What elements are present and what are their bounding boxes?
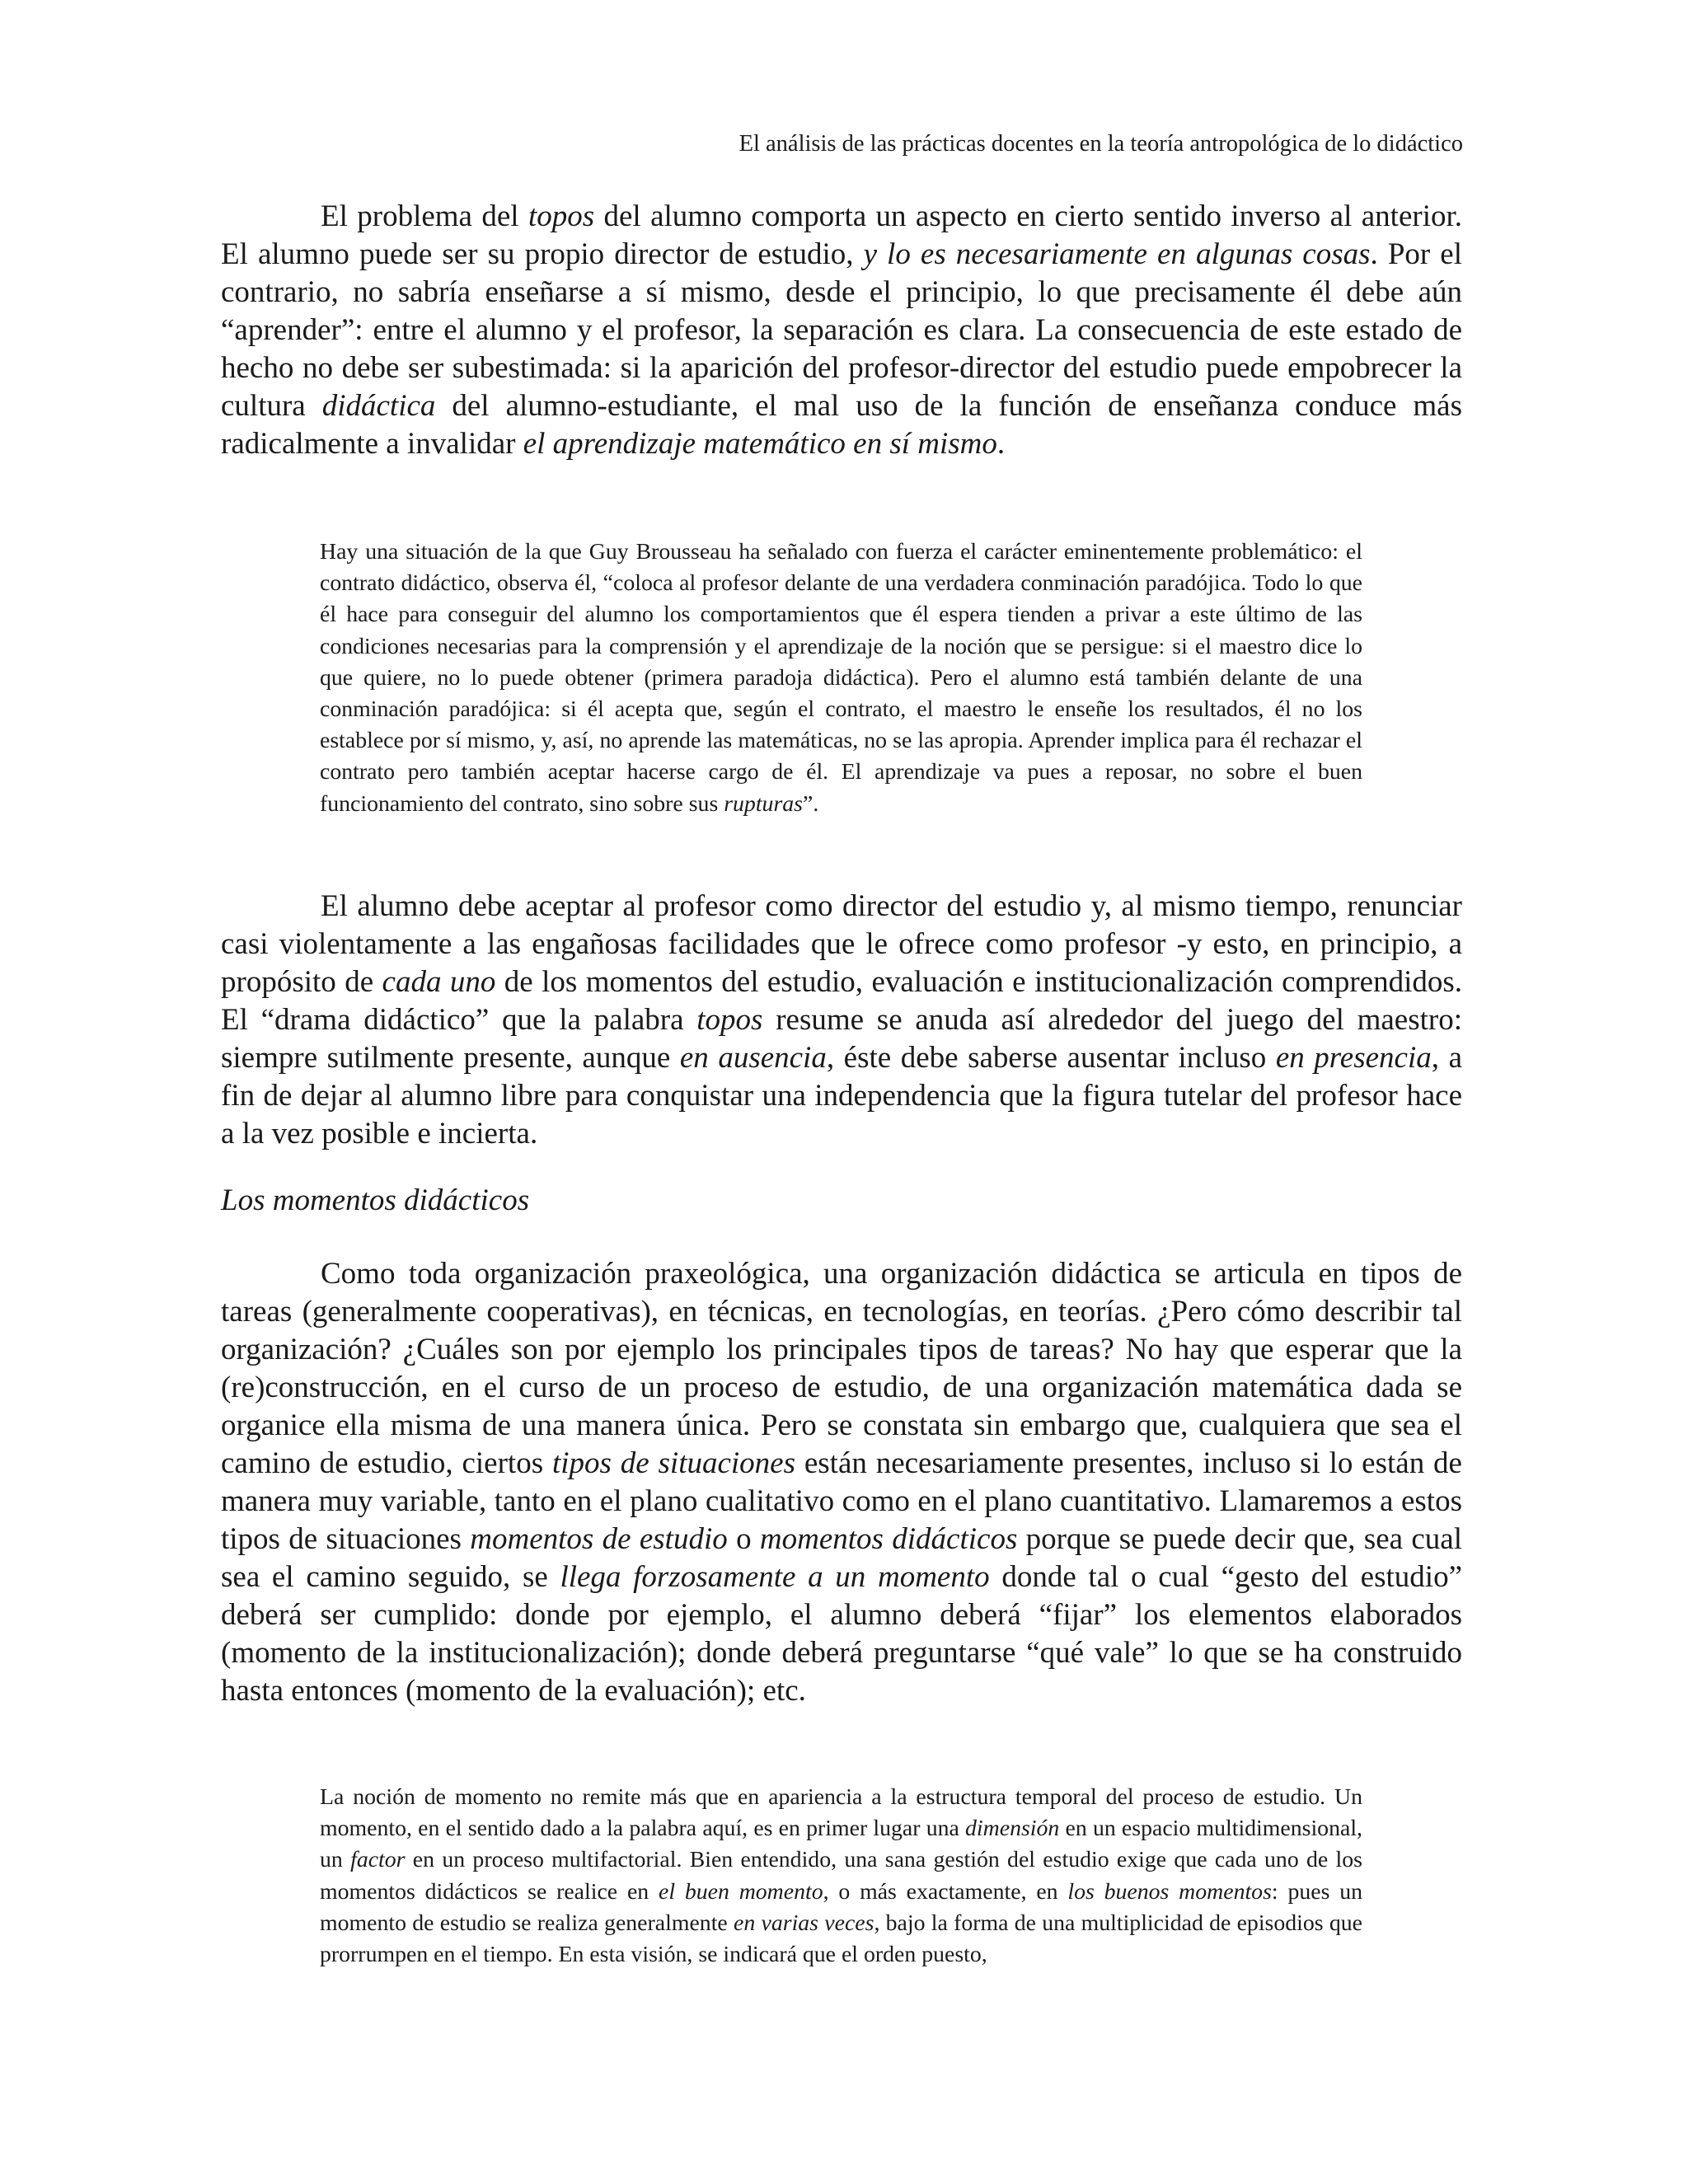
- text-span: donde tal o cual “gesto del estudio” deberá ser cumplido: donde por ejemplo, el alumno deberá “fijar” los elementos elaborados (momento de la institucionalización); donde deberá preguntarse “qué vale” lo que se ha construido hasta entonces (momento de la evaluación); etc.: [221, 1560, 1462, 1708]
- italic-span: en presencia: [1275, 1041, 1432, 1075]
- text-span: Hay una situación de la que Guy Brousseau ha señalado con fuerza el carácter eminentemente problemático: el contrato didáctico, observa él, “coloca al profesor delante de una verdadera conminación paradójica. Todo lo que él hace para conseguir del alumno los comportamientos que él espera tienden a privar a este último de las condiciones necesarias para la comprensión y el aprendizaje de la noción que se persigue: si el maestro dice lo que quiere, no lo puede obtener (primera paradoja didáctica). Pero el alumno está también delante de una conminación paradójica: si él acepta que, según el contrato, el maestro le enseñe los resultados, él no los establece por sí mismo, y, así, no aprende las matemáticas, no se las apropia. Aprender implica para él rechazar el contrato pero también aceptar hacerse cargo de él. El aprendizaje va pues a reposar, no sobre el buen funcionamiento del contrato, sino sobre sus: [320, 539, 1362, 817]
- text-span: o: [727, 1522, 760, 1556]
- italic-span: didáctica: [321, 389, 436, 423]
- text-span: resume se anuda así alrededor del juego del maestro: siempre sutilmente presente, aunque: [221, 1003, 1462, 1075]
- quote-nocion-momento: [320, 1782, 1362, 1971]
- text-span: Como toda organización praxeológica, una organización didáctica se articula en tipos de tareas (generalmente cooperativas), en técnicas, en tecnologías, en teorías. ¿Pero cómo describir tal organización? ¿Cuáles son por ejemplo los principales tipos de tareas? No hay que esperar que la (re)construcción, en el curso de un proceso de estudio, de una organización matemática dada se organice ella misma de una manera única. Pero se constata sin embargo que, cualquiera que sea el camino de estudio, ciertos: [221, 1257, 1462, 1480]
- text-span: de los momentos del estudio, evaluación e institucionalización comprendidos. El “drama didáctico” que la palabra: [221, 965, 1462, 1037]
- italic-span: los buenos momentos: [1067, 1878, 1272, 1905]
- italic-span: topos: [696, 1003, 763, 1037]
- italic-span: cada uno: [382, 965, 496, 999]
- italic-span: llega forzosamente a un momento: [560, 1560, 990, 1594]
- text-span: en un proceso multifactorial. Bien entendido, una sana gestión del estudio exige que cada uno de los momentos didácticos se realice en: [320, 1847, 1362, 1905]
- text-span: El problema del: [321, 199, 528, 233]
- italic-span: momentos didácticos: [759, 1522, 1018, 1556]
- section-heading: Los momentos didácticos: [221, 1183, 530, 1217]
- italic-span: el buen momento: [659, 1878, 823, 1905]
- italic-span: dimensión: [965, 1816, 1060, 1842]
- text-span: El alumno debe aceptar al profesor como director del estudio y, al mismo tiempo, renunciar casi violentamente a las engañosas facilidades que le ofrece como profesor -y esto, en principio, a propósito de: [221, 889, 1462, 999]
- text-span: ”.: [803, 790, 819, 817]
- italic-span: topos: [528, 199, 595, 233]
- text-span: , a fin de dejar al alumno libre para conquistar una independencia que la figura tutelar del profesor hace a la vez posible e incierta.: [221, 1041, 1462, 1151]
- text-span: están necesariamente presentes, incluso si lo están de manera muy variable, tanto en el plano cualitativo como en el plano cuantitativo. Llamaremos a estos tipos de situaciones: [221, 1446, 1462, 1556]
- paragraph-drama-didactico: [221, 888, 1462, 1153]
- paragraph-momentos: [221, 1255, 1462, 1710]
- italic-span: el aprendizaje matemático en sí mismo: [523, 427, 997, 461]
- italic-span: en ausencia: [679, 1041, 827, 1075]
- text-span: del alumno comporta un aspecto en cierto sentido inverso al anterior. El alumno puede ser su propio director de estudio,: [221, 199, 1463, 271]
- paragraph-topos: [221, 198, 1462, 463]
- text-span: porque se puede decir que, sea cual sea el camino seguido, se: [221, 1522, 1463, 1594]
- italic-span: en varias veces: [734, 1910, 874, 1936]
- italic-span: momentos de estudio: [470, 1522, 728, 1556]
- text-span: , bajo la forma de una multiplicidad de episodios que prorrumpen en el tiempo. En esta visión, se indicará que el orden puesto,: [320, 1910, 1363, 1968]
- text-span: : pues un momento de estudio se realiza generalmente: [320, 1878, 1362, 1936]
- text-span: La noción de momento no remite más que en apariencia a la estructura temporal del proceso de estudio. Un momento, en el sentido dado a la palabra aquí, es en primer lugar una: [320, 1784, 1362, 1842]
- italic-span: tipos de situaciones: [551, 1446, 795, 1480]
- italic-span: factor: [350, 1847, 406, 1873]
- text-span: en un espacio multidimensional, un: [320, 1816, 1362, 1873]
- text-span: , o más exactamente, en: [823, 1878, 1068, 1905]
- running-header: El análisis de las prácticas docentes en la teoría antropológica de lo didáctico: [738, 131, 1463, 157]
- text-span: . Por el contrario, no sabría enseñarse a sí mismo, desde el principio, lo que precisamente él debe aún “aprender”: entre el alumno y el profesor, la separación es clara. La consecuencia de este estado de hecho no debe ser subestimada: si la aparición del profesor-director del estudio puede empobrecer la cultura: [221, 237, 1462, 423]
- quote-brousseau: [320, 537, 1362, 820]
- text-span: .: [996, 427, 1006, 461]
- text-span: , éste debe saberse ausentar incluso: [826, 1041, 1276, 1075]
- italic-span: y lo es necesariamente en algunas cosas: [863, 237, 1371, 271]
- italic-span: rupturas: [724, 790, 803, 817]
- text-span: del alumno-estudiante, el mal uso de la función de enseñanza conduce más radicalmente a invalidar: [221, 389, 1462, 461]
